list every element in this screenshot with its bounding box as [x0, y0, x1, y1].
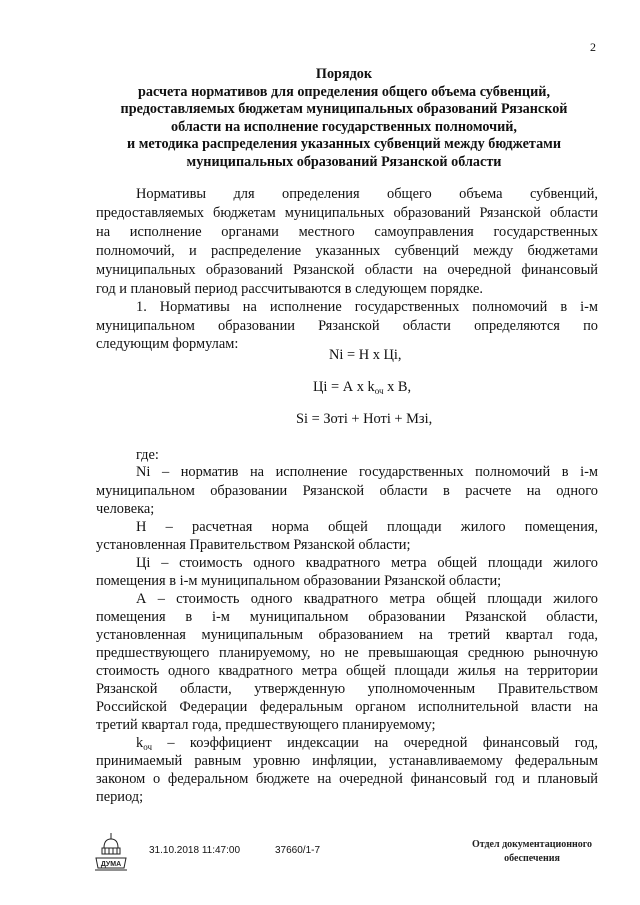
page-number: 2	[590, 40, 596, 54]
def-k-subscript: оч	[143, 742, 152, 752]
logo-text: ДУМА	[100, 861, 122, 868]
formula-ci-main: Цi = А х k	[313, 379, 375, 395]
def-ci-line: помещения в i-м муниципальном образовании Рязанской области;	[96, 573, 502, 589]
intro-line: муниципальных образований Рязанской области на очередной финансовый	[96, 262, 598, 278]
def-a-line: предшествующего планируемому, но не превышающая среднюю рыночную	[96, 645, 598, 661]
footer-doc-number: 37660/1-7	[275, 845, 321, 856]
def-a-line: установленная муниципальным образованием на третий квартал года,	[96, 627, 598, 643]
formula-ni: Ni = Н х Цi,	[329, 347, 402, 363]
title-line: области на исполнение государственных полномочий,	[171, 118, 517, 135]
intro-line: Нормативы для определения общего объема субвенций,	[136, 186, 598, 202]
formula-ci-subscript: оч	[374, 386, 384, 396]
def-h-line: Н – расчетная норма общей площади жилого помещения,	[136, 519, 598, 535]
def-a-line: Рязанской области, утвержденную уполномоченным Правительством	[96, 681, 598, 697]
def-ci-line: Цi – стоимость одного квадратного метра общей площади жилого	[136, 555, 598, 571]
department-line: обеспечения	[504, 853, 560, 864]
title-line: муниципальных образований Рязанской области	[186, 153, 502, 170]
def-ni-line: Ni – норматив на исполнение государственных полномочий в i-м	[136, 464, 598, 480]
title-line: и методика распределения указанных субвенций между бюджетами	[126, 136, 562, 153]
def-k-line	[136, 734, 598, 752]
where-label: где:	[136, 447, 159, 463]
footer-datetime: 31.10.2018 11:47:00	[149, 845, 241, 856]
department-line: Отдел документационного	[471, 839, 593, 850]
def-a-line: помещения в i-м муниципальном образовании Рязанской области,	[96, 609, 598, 625]
intro-line: год и плановый период рассчитываются в следующем порядке.	[96, 281, 483, 297]
intro-line: на исполнение органами местного самоуправления государственных	[96, 224, 598, 240]
def-a-line: А – стоимость одного квадратного метра общей площади жилого	[136, 591, 598, 607]
def-k-line: законом о федеральном бюджете на очередной финансовый год и плановый	[96, 771, 598, 787]
def-ni-line: муниципальном образовании Рязанской области в расчете на одного	[96, 483, 598, 499]
def-a-line: третий квартал года, предшествующего планируемому;	[96, 717, 436, 733]
def-k-line: принимаемый равным уровню инфляции, устанавливаемому федеральным	[96, 753, 598, 769]
title-heading: Порядок	[315, 66, 373, 82]
def-k-line: период;	[96, 789, 144, 805]
formula-ci	[313, 378, 411, 396]
title-line: расчета нормативов для определения общего объема субвенций,	[137, 83, 551, 100]
intro-line: полномочий, и распределение указанных субвенций между бюджетами	[96, 243, 598, 259]
def-k-text: – коэффициент индексации на очередной финансовый год,	[152, 735, 598, 751]
intro-line: предоставляемых бюджетам муниципальных образований Рязанской области	[96, 205, 598, 221]
formula-si: Si = Зотi + Нотi + Мзi,	[296, 411, 433, 427]
item1-line: 1. Нормативы на исполнение государственных полномочий в i-м	[136, 299, 598, 315]
formula-ci-tail: х В,	[383, 379, 412, 395]
duma-logo	[93, 832, 129, 872]
item1-line: муниципальном образовании Рязанской области определяются по	[96, 318, 598, 334]
department-stamp	[450, 838, 614, 866]
document-title	[70, 66, 618, 172]
def-ni-line: человека;	[96, 501, 155, 517]
def-h-line: установленная Правительством Рязанской области;	[96, 537, 411, 553]
item1-line: следующим формулам:	[96, 336, 239, 352]
def-a-line: Российской Федерации федеральным органом исполнительной власти на	[96, 699, 598, 715]
def-k-symbol: k	[136, 735, 144, 751]
title-line: предоставляемых бюджетам муниципальных образований Рязанской	[120, 101, 568, 118]
def-a-line: стоимость одного квадратного метра общей площади жилья на территории	[96, 663, 598, 679]
